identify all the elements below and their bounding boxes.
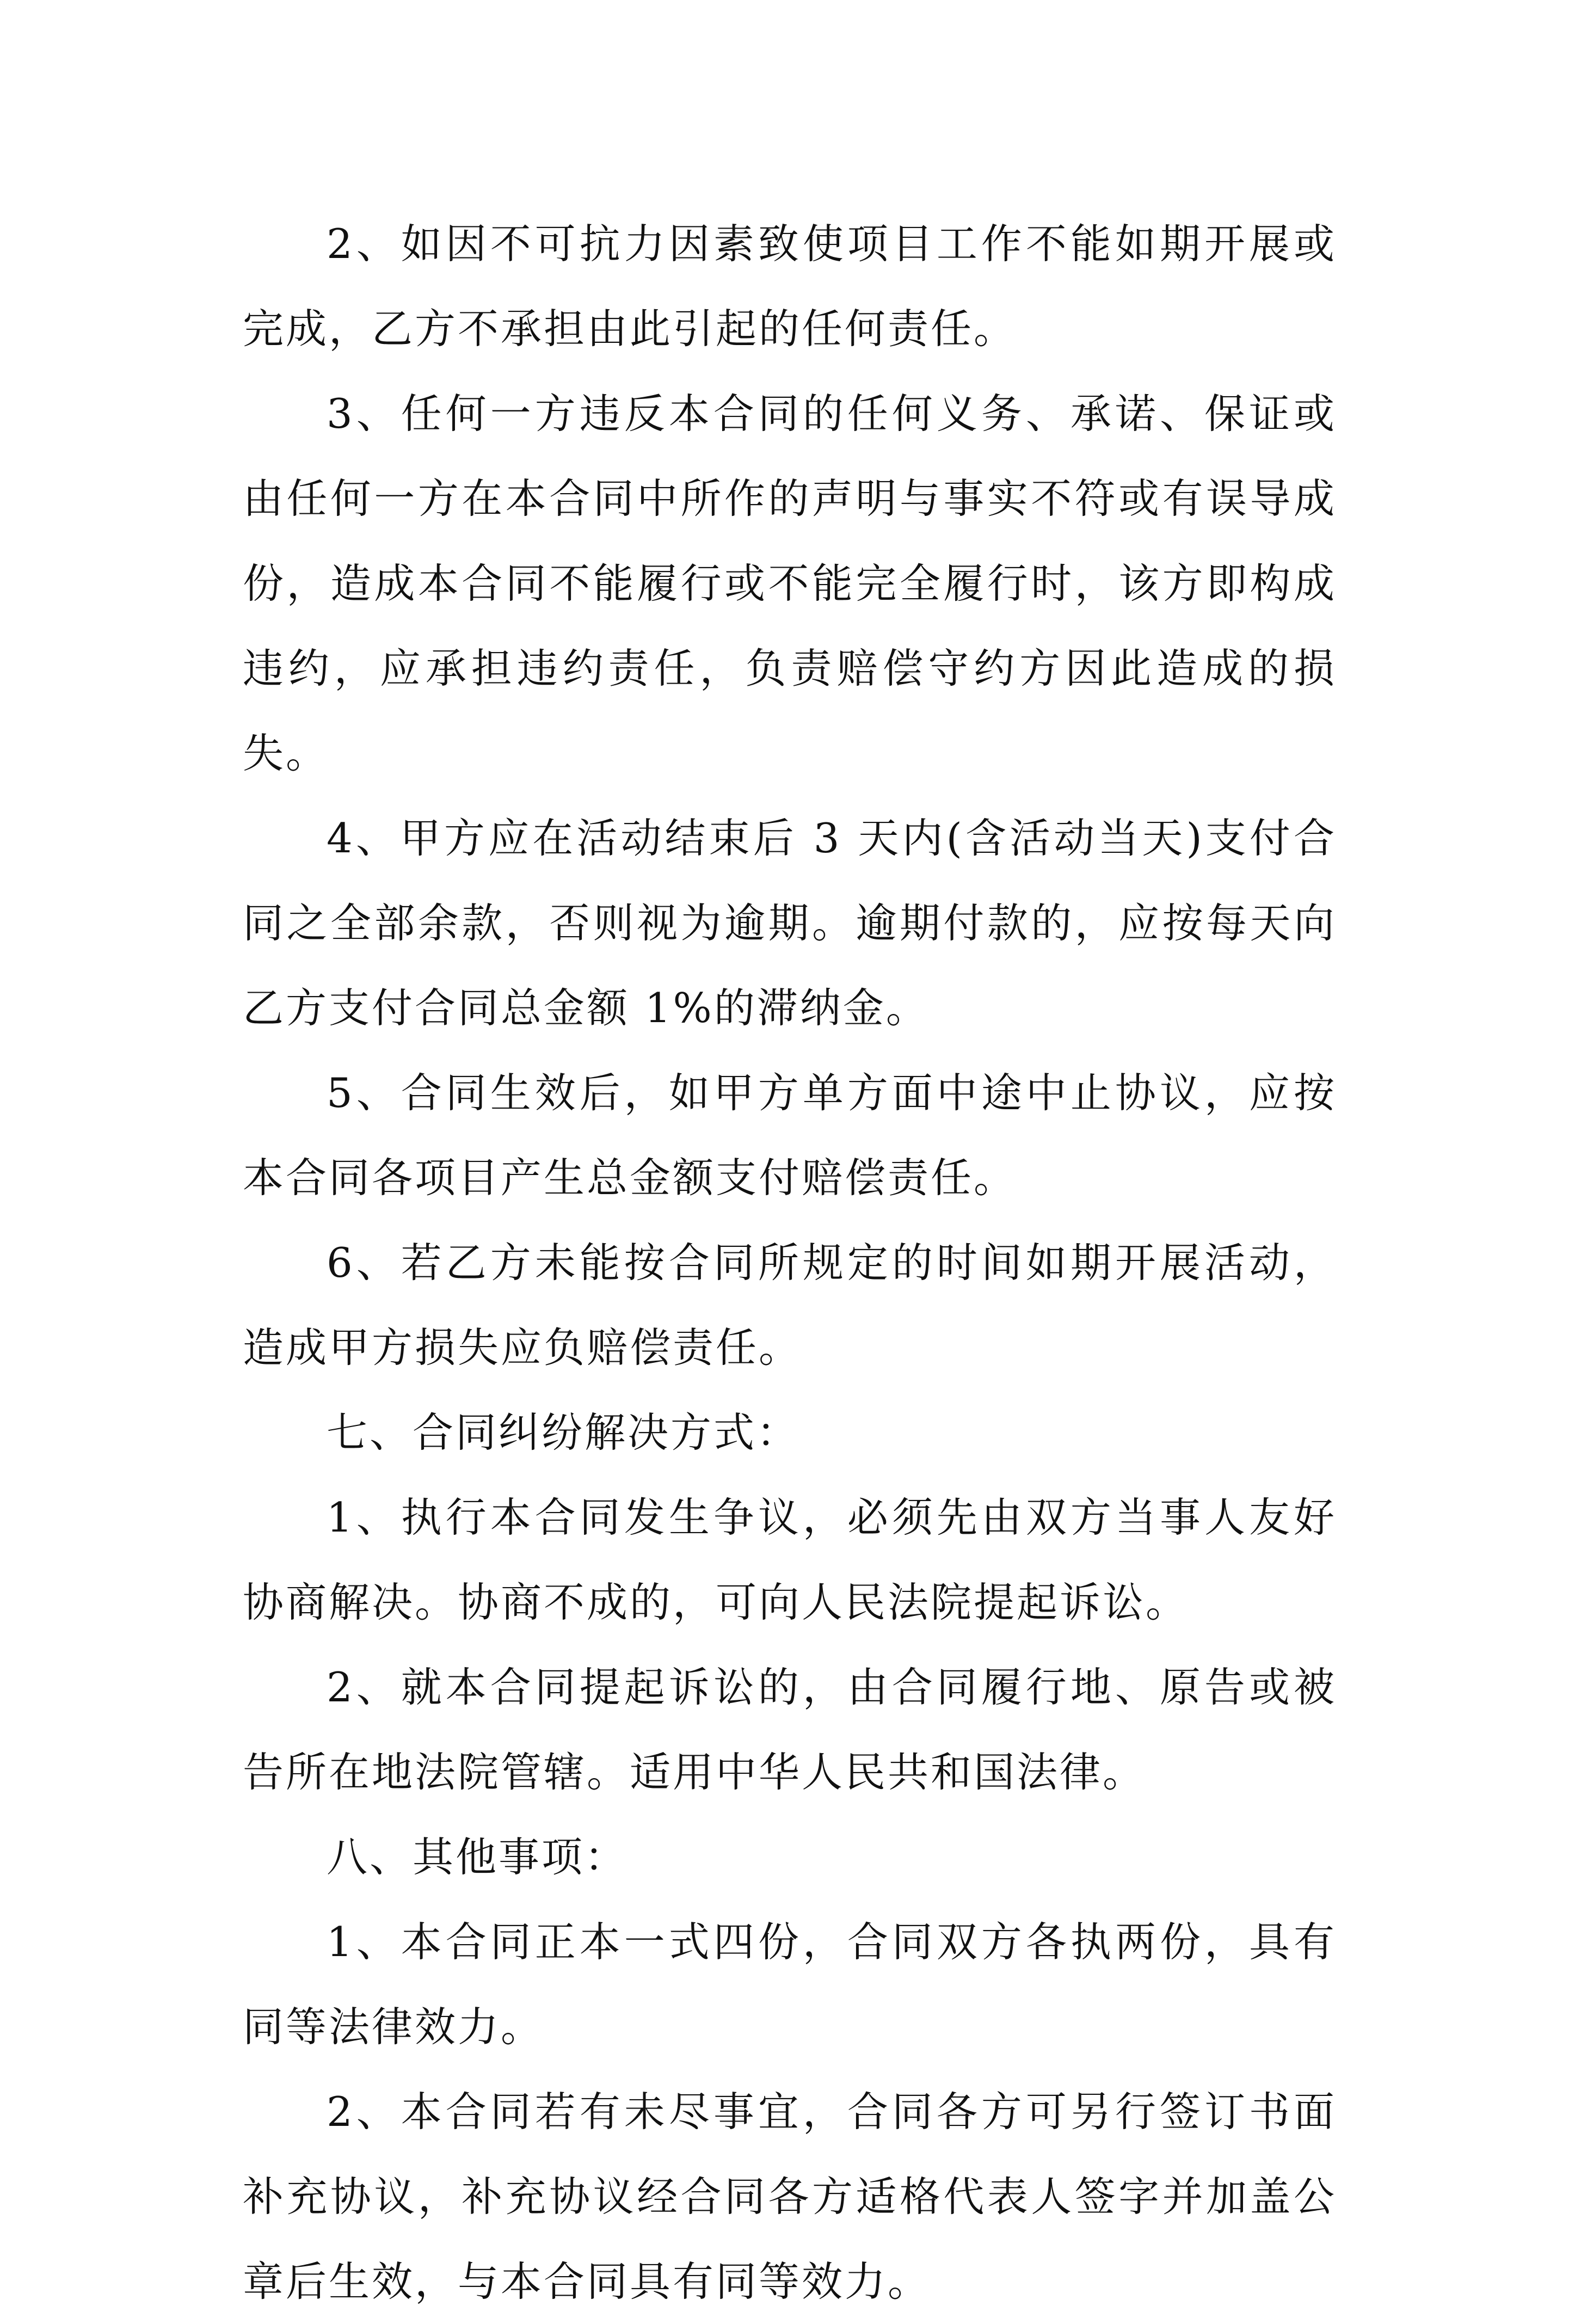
section-7-heading: 七、合同纠纷解决方式： — [327, 1409, 800, 1456]
clause-8-1: 1、本合同正本一式四份，合同双方各执两份，具有同等法律效力。 — [243, 1918, 1337, 2051]
clause-7-2: 2、就本合同提起诉讼的，由合同履行地、原告或被告所在地法院管辖。适用中华人民共和国法律。 — [243, 1663, 1337, 1796]
clause-6-6: 6、若乙方未能按合同所规定的时间如期开展活动，造成甲方损失应负赔偿责任。 — [243, 1239, 1337, 1372]
section-8-heading: 八、其他事项： — [327, 1833, 628, 1881]
clause-7-1: 1、执行本合同发生争议，必须先由双方当事人友好协商解决。协商不成的，可向人民法院提起诉讼。 — [243, 1493, 1337, 1626]
contract-body — [243, 201, 1337, 2324]
clause-8-2: 2、本合同若有未尽事宜，合同各方可另行签订书面补充协议，补充协议经合同各方适格代表人签字并加盖公章后生效，与本合同具有同等效力。 — [243, 2088, 1337, 2305]
clause-6-5: 5、合同生效后，如甲方单方面中途中止协议，应按本合同各项目产生总金额支付赔偿责任。 — [243, 1069, 1337, 1202]
clause-6-2: 2、如因不可抗力因素致使项目工作不能如期开展或完成，乙方不承担由此引起的任何责任。 — [243, 220, 1337, 353]
clause-6-4: 4、甲方应在活动结束后 3 天内(含活动当天)支付合同之全部余款，否则视为逾期。逾期付款的，应按每天向乙方支付合同总金额 1%的滞纳金。 — [243, 814, 1337, 1032]
clause-6-3: 3、任何一方违反本合同的任何义务、承诺、保证或由任何一方在本合同中所作的声明与事实不符或有误导成份，造成本合同不能履行或不能完全履行时，该方即构成违约，应承担违约责任，负责赔偿守约方因此造成的损失。 — [243, 390, 1337, 777]
